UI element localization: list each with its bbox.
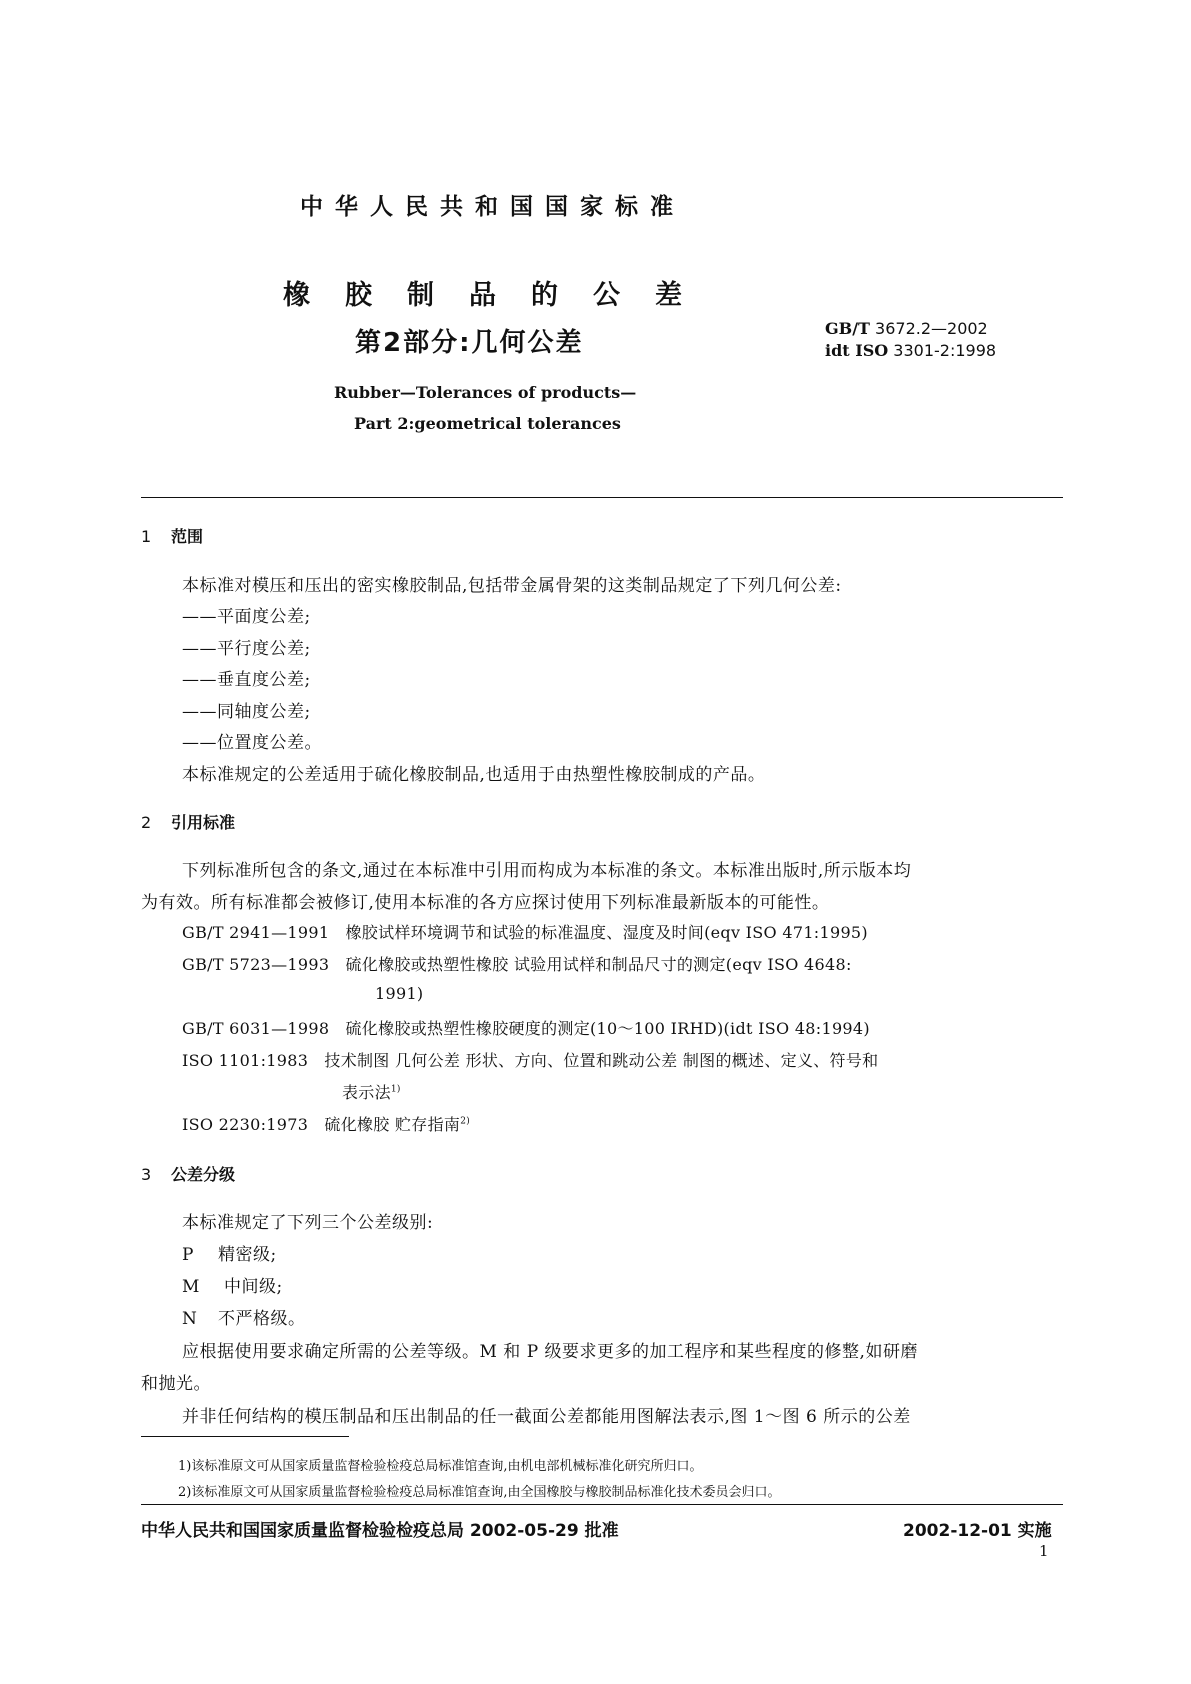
implementation-date: 2002-12-01 实施 [903,1521,1052,1541]
section-3-para1-line1: 应根据使用要求确定所需的公差等级。M 和 P 级要求更多的加工程序和某些程度的修整,如研磨 [182,1342,918,1362]
footnote-marker: 1) [390,1084,401,1095]
reference-item [182,1048,878,1071]
list-item: ——垂直度公差; [182,670,311,690]
title-english-line2: Part 2:geometrical tolerances [354,414,621,433]
section-1-closing: 本标准规定的公差适用于硫化橡胶制品,也适用于由热塑性橡胶制成的产品。 [182,765,766,785]
list-item: ——同轴度公差; [182,702,311,722]
footnote-marker: 2) [460,1116,471,1127]
section-3-intro: 本标准规定了下列三个公差级别: [182,1213,434,1233]
section-2-heading: 2 引用标准 [141,813,236,832]
standard-code: GB/T 3672.2—2002 [825,319,988,338]
footnote-divider [141,1436,349,1437]
reference-item [182,1112,470,1135]
reference-code: ISO 1101:1983 [182,1051,309,1070]
footnote-2: 2)该标准原文可从国家质量监督检验检疫总局标准馆查询,由全国橡胶与橡胶制品标准化技术委员会归口。 [178,1485,781,1500]
list-item: ——平行度公差; [182,639,311,659]
reference-code: ISO 2230:1973 [182,1115,309,1134]
reference-title: 硫化橡胶或热塑性橡胶硬度的测定(10～100 IRHD)(idt ISO 48:1994) [345,1019,870,1038]
reference-item [182,920,868,943]
reference-continuation: 表示法$^{1)}$ [342,1083,401,1102]
title-chinese: 橡胶制品的公差 [283,280,717,311]
section-3-para1-line2: 和抛光。 [141,1374,211,1394]
subtitle-chinese: 第2部分:几何公差 [355,328,584,358]
section-2-para-line2: 为有效。所有标准都会被修订,使用本标准的各方应探讨使用下列标准最新版本的可能性。 [141,893,830,913]
list-item: ——位置度公差。 [182,733,322,753]
grade-item: M 中间级; [182,1277,283,1297]
idt-code: idt ISO 3301-2:1998 [825,341,997,360]
reference-code: GB/T 6031—1998 [182,1019,330,1038]
reference-title: 硫化橡胶 贮存指南 [324,1115,461,1134]
grade-item: P 精密级; [182,1245,277,1265]
section-1-intro: 本标准对模压和压出的密实橡胶制品,包括带金属骨架的这类制品规定了下列几何公差: [182,576,842,596]
reference-title: 橡胶试样环境调节和试验的标准温度、湿度及时间(eqv ISO 471:1995) [345,923,868,942]
section-2-para-line1: 下列标准所包含的条文,通过在本标准中引用而构成为本标准的条文。本标准出版时,所示版本均 [182,861,912,881]
header-divider [141,497,1063,498]
footer-divider [141,1504,1063,1505]
reference-title: 硫化橡胶或热塑性橡胶 试验用试样和制品尺寸的测定(eqv ISO 4648: [345,955,852,974]
reference-continuation: 1991) [375,984,424,1003]
reference-item [182,952,852,975]
page-number: 1 [1039,1542,1049,1560]
footnote-1: 1)该标准原文可从国家质量监督检验检疫总局标准馆查询,由机电部机械标准化研究所归口。 [178,1459,703,1474]
reference-title: 技术制图 几何公差 形状、方向、位置和跳动公差 制图的概述、定义、符号和 [324,1051,879,1070]
grade-item: N 不严格级。 [182,1309,306,1329]
list-item: ——平面度公差; [182,607,311,627]
approval-statement: 中华人民共和国国家质量监督检验检疫总局 2002-05-29 批准 [141,1521,619,1541]
section-1-heading: 1 范围 [141,527,204,546]
national-standard-heading: 中华人民共和国国家标准 [300,194,685,220]
section-3-heading: 3 公差分级 [141,1165,236,1184]
section-3-para2: 并非任何结构的模压制品和压出制品的任一截面公差都能用图解法表示,图 1～图 6 所示的公差 [182,1407,911,1427]
standard-code-block [825,318,1045,362]
reference-item [182,1016,870,1039]
reference-code: GB/T 5723—1993 [182,955,330,974]
reference-code: GB/T 2941—1991 [182,923,330,942]
title-english-line1: Rubber—Tolerances of products— [334,383,637,402]
